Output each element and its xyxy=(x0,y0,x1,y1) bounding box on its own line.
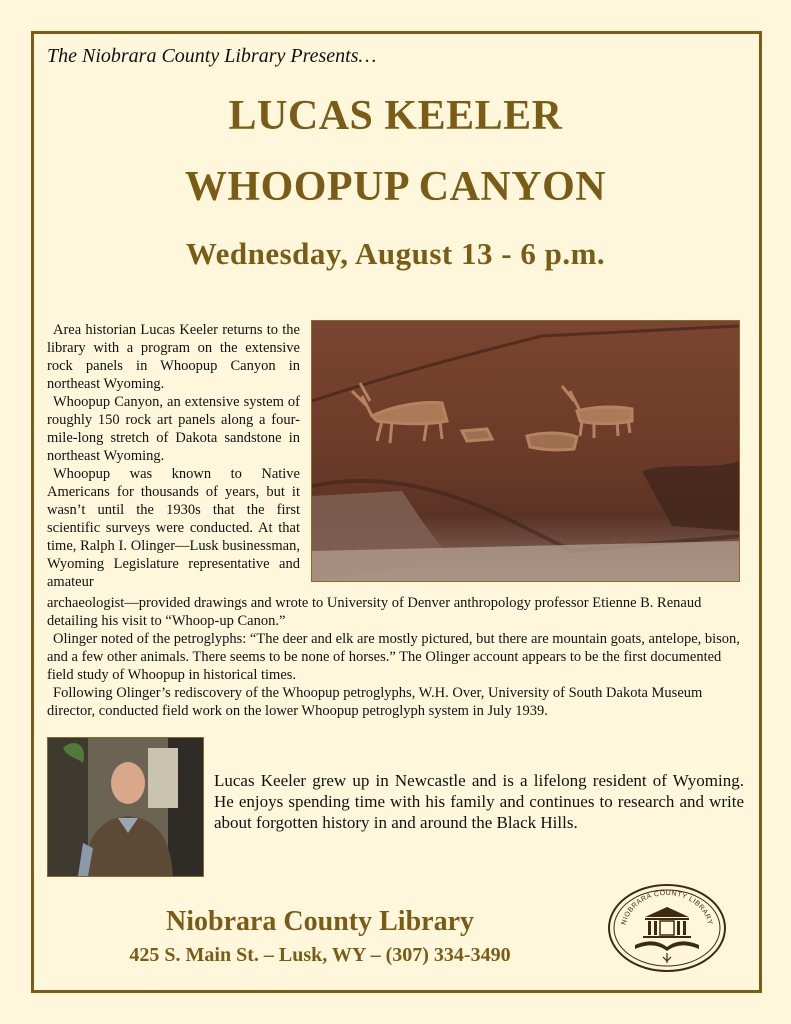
speaker-photo xyxy=(47,737,204,877)
library-address: 425 S. Main St. – Lusk, WY – (307) 334-3490 xyxy=(129,944,511,966)
article-paragraph: Olinger noted of the petroglyphs: “The deer and elk are mostly pictured, but there are mountain goats, antelope, bison, and a few other animals. There seems to be none of horses.” The Olinger account appears to be the first documented field study of Whoopup in historical times. xyxy=(47,631,740,683)
title-topic: WHOOPUP CANYON xyxy=(184,164,607,210)
speaker-bio: Lucas Keeler grew up in Newcastle and is a lifelong resident of Wyoming. He enjoys spending time with his family and continues to research and write about forgotten history in and around the Black Hills. xyxy=(214,771,744,832)
library-building-icon xyxy=(607,883,727,973)
svg-text:NIOBRARA COUNTY LIBRARY: NIOBRARA COUNTY LIBRARY xyxy=(620,889,714,926)
article-paragraph: Whoopup was known to Native Americans for thousands of years, but it wasn’t until the 1930s that the first scientific surveys were conducted. At that time, Ralph I. Olinger—Lusk businessman, Wyoming Legislature representative and amateur xyxy=(47,466,300,590)
title-speaker: LUCAS KEELER xyxy=(228,93,563,139)
article-paragraph: Following Olinger’s rediscovery of the Whoopup petroglyphs, W.H. Over, University of South Dakota Museum director, conducted field work on the lower Whoopup petroglyph system in July 1939. xyxy=(47,685,703,719)
presents-line: The Niobrara County Library Presents… xyxy=(47,45,377,67)
article-paragraph: Whoopup Canyon, an extensive system of roughly 150 rock art panels along a four-mile-long stretch of Dakota sandstone in northeast Wyoming. xyxy=(47,394,300,464)
speaker-portrait xyxy=(48,738,203,876)
article-paragraph: archaeologist—provided drawings and wrote to University of Denver anthropology professor Etienne B. Renaud detailing his visit to “Whoop-up Canon.” xyxy=(47,595,702,629)
petroglyph-illustration xyxy=(312,321,739,581)
article-paragraph: Area historian Lucas Keeler returns to the library with a program on the extensive rock panels in Whoopup Canyon in northeast Wyoming. xyxy=(47,322,300,392)
article-wide xyxy=(47,594,747,720)
event-date: Wednesday, August 13 - 6 p.m. xyxy=(185,236,606,271)
petroglyph-photo xyxy=(311,320,740,582)
library-name: Niobrara County Library xyxy=(166,906,474,937)
article-column xyxy=(47,321,300,591)
library-logo xyxy=(607,883,727,973)
